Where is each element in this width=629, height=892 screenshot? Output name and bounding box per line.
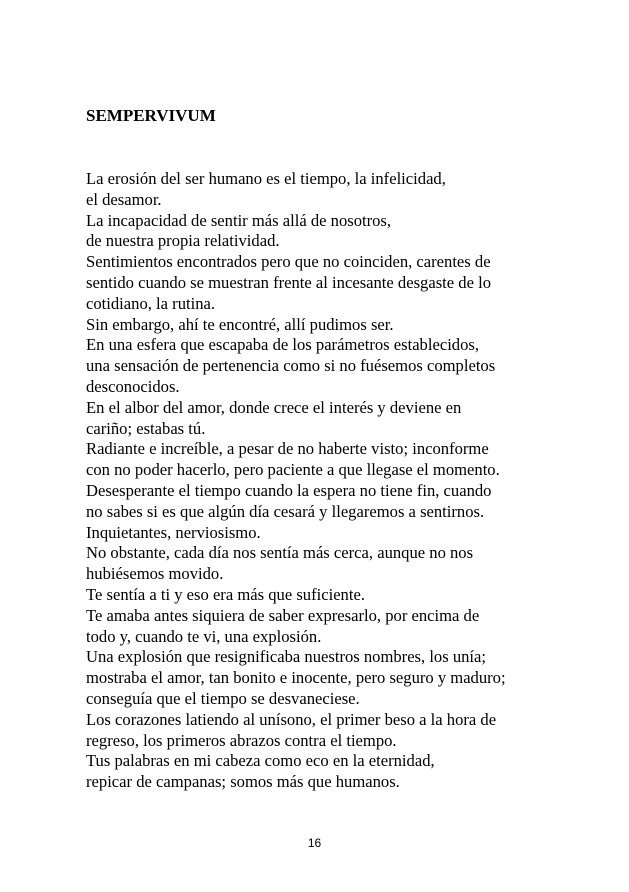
poem-line: Sentimientos encontrados pero que no coinciden, carentes de: [86, 252, 491, 272]
poem-line: regreso, los primeros abrazos contra el tiempo.: [86, 730, 397, 750]
poem-line: Sin embargo, ahí te encontré, allí pudimos ser.: [86, 314, 394, 334]
poem-line: conseguía que el tiempo se desvaneciese.: [86, 688, 360, 708]
poem-line: cariño; estabas tú.: [86, 418, 206, 438]
poem-line: de nuestra propia relatividad.: [86, 231, 280, 251]
poem-line: Una explosión que resignificaba nuestros nombres, los unía;: [86, 647, 487, 667]
poem-line: No obstante, cada día nos sentía más cerca, aunque no nos: [86, 543, 474, 563]
poem-line: desconocidos.: [86, 376, 180, 396]
poem-line: el desamor.: [86, 189, 162, 209]
poem-line: Desesperante el tiempo cuando la espera no tiene fin, cuando: [86, 480, 492, 500]
poem-line: una sensación de pertenencia como si no fuésemos completos: [86, 356, 496, 376]
poem-line: Tus palabras en mi cabeza como eco en la eternidad,: [86, 751, 435, 771]
poem-line: repicar de campanas; somos más que humanos.: [86, 772, 400, 792]
poem-line: mostraba el amor, tan bonito e inocente, pero seguro y maduro;: [86, 668, 506, 688]
poem-line: Te amaba antes siquiera de saber expresarlo, por encima de: [86, 605, 480, 625]
poem-title: SEMPERVIVUM: [86, 106, 216, 125]
poem-line: hubiésemos movido.: [86, 564, 224, 584]
poem-line: cotidiano, la rutina.: [86, 293, 216, 313]
poem-line: En el albor del amor, donde crece el interés y deviene en: [86, 397, 462, 417]
page-number: 16: [307, 836, 322, 850]
poem-line: Radiante e increíble, a pesar de no haberte visto; inconforme: [86, 439, 489, 459]
poem-line: Te sentía a ti y eso era más que suficiente.: [86, 584, 365, 604]
poem-line: todo y, cuando te vi, una explosión.: [86, 626, 322, 646]
poem-line: En una esfera que escapaba de los parámetros establecidos,: [86, 335, 480, 355]
poem-line: Inquietantes, nerviosismo.: [86, 522, 261, 542]
poem-line: La erosión del ser humano es el tiempo, la infelicidad,: [86, 169, 446, 188]
poem-line: con no poder hacerlo, pero paciente a que llegase el momento.: [86, 460, 500, 480]
poem-line: sentido cuando se muestran frente al incesante desgaste de lo: [86, 272, 492, 292]
poem-body: [86, 169, 626, 793]
poem-line: Los corazones latiendo al unísono, el primer beso a la hora de: [86, 709, 497, 729]
poem-line: no sabes si es que algún día cesará y llegaremos a sentirnos.: [86, 501, 485, 521]
poem-line: La incapacidad de sentir más allá de nosotros,: [86, 210, 392, 230]
